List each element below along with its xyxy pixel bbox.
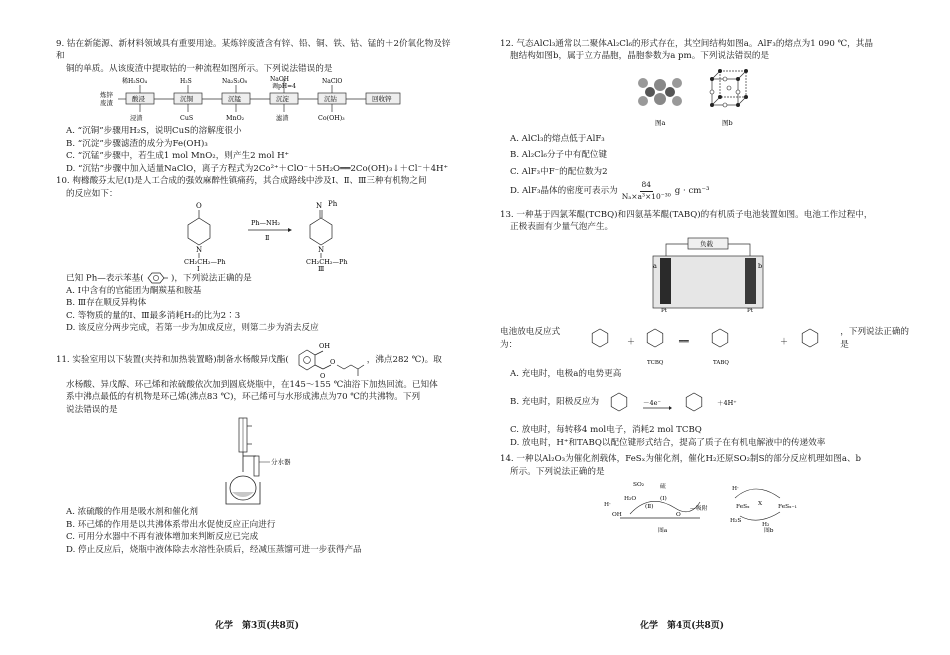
q11-option-b: B. 环己烯的作用是以共沸体系带出水促使反应正向进行 [66,519,276,530]
mechanism-svg [500,478,910,534]
q12-figures-svg [500,63,910,129]
svg-text:＋: ＋ [626,336,635,346]
flow-reagent-label: 稀H₂SO₄ [122,78,148,86]
svg-text:H·: H· [732,486,739,493]
svg-text:O: O [196,202,202,211]
page-footer-left: 化学 第3页(共8页) [215,621,300,631]
question-14 [500,453,910,534]
flow-extra: 调pH=4 [272,83,296,91]
density-fraction: 84 Nₐ×a³×10⁻³⁰ [621,180,671,202]
svg-text:Ph: Ph [328,200,338,209]
svg-text:H·: H· [604,502,611,509]
question-9 [56,38,456,175]
flow-residue-label: CuS [180,115,194,123]
water-separator [254,456,259,476]
flow-reagent-label: NaOH [270,76,289,84]
q9-option-d: D. “沉钴”步骤中加入适量NaClO，离子方程式为2Co²⁺＋ClO⁻＋5H₂O══2Co(OH)₃↓＋Cl⁻＋4H⁺ [66,163,449,174]
q12-option-d: D. AlF₃晶体的密度可表示为 84 Nₐ×a³×10⁻³⁰ g · cm⁻³ [510,180,710,202]
svg-text:O: O [676,512,681,519]
svg-text:(Ⅱ): (Ⅱ) [645,504,654,511]
label-iii: Ⅲ [318,265,325,273]
q12-option-b: B. Al₂Cl₆分子中有配位键 [510,150,608,161]
flow-residue-label: 浸渣 [130,115,143,123]
q11-option-a: A. 浓硫酸的作用是吸水剂和催化剂 [66,507,198,518]
svg-text:N: N [318,246,325,255]
q10-reaction-svg [56,200,456,272]
q13-stem-line2: 正极表面有少量气泡产生。 [510,222,614,233]
svg-text:负载: 负载 [700,239,713,248]
electrode-a [660,258,671,304]
q12-stem-line1: 12. 气态AlCl₃通常以二聚体Al₂Cl₆的形式存在，其空间结构如图a。AlF₃的熔点为1 090 ℃，其晶 [500,39,873,49]
q9-option-b: B. “沉淀”步骤滤渣的成分为Fe(OH)₃ [66,138,208,149]
svg-text:H₂: H₂ [762,522,770,529]
svg-text:b: b [758,261,763,270]
question-10 [56,175,456,335]
anode-product-ring [686,393,702,411]
svg-text:＋: ＋ [779,336,788,346]
tabq-reduced-ring [712,329,728,347]
tcbq-reduced-ring [802,329,818,347]
question-13 [500,209,910,449]
q10-stem-line1: 10. 枸橼酸芬太尼(Ⅰ)是人工合成的强效麻醉性镇痛药，其合成路线中涉及Ⅰ、Ⅱ、Ⅲ三种有机物之间 [56,176,427,187]
q12-stem-line2: 胞结构如图b，属于立方晶胞，晶胞参数为a pm。下列说法错误的是 [510,51,770,62]
q12-option-a: A. AlCl₃的熔点低于AlF₃ [510,133,605,144]
svg-text:══: ══ [678,336,689,346]
svg-text:－4e⁻: －4e⁻ [643,399,662,408]
q10-stem-line2: 的反应如下： [66,188,118,199]
electrode-b [745,258,756,304]
svg-text:Pt: Pt [747,307,753,312]
q13-cell-diagram [500,234,910,312]
flow-reagent-label: NaClO [322,78,343,86]
svg-text:a: a [653,261,657,270]
svg-text:O: O [319,371,326,379]
q10-known: 已知 Ph—表示苯基( )，下列说法正确的是 [66,273,252,284]
anode-reactant-ring [611,393,627,411]
question-11 [56,341,456,556]
anode-reaction-structures [599,380,749,424]
q11-stem-line4: 说法错误的是 [66,404,118,415]
svg-text:X: X [758,501,763,508]
q10-option-c: C. 等物质的量的Ⅰ、Ⅲ最多消耗H₂的比为2∶3 [66,310,241,321]
flow-start: 炼锌 [100,91,113,100]
q13-stem-line1: 13. 一种基于四氯苯醌(TCBQ)和四氨基苯醌(TABQ)的有机质子电池装置如图。电池工作过程中， [500,210,873,221]
fig14-b-label: 图b [764,528,774,535]
flow-step-label: 沉锰 [228,95,241,104]
q11-option-d: D. 停止反应后，烧瓶中液体除去水溶性杂质后，经减压蒸馏可进一步获得产品 [66,544,362,555]
molecule-iii-ring [310,218,332,245]
label-i: Ⅰ [197,265,200,273]
svg-text:OH: OH [318,341,330,350]
tabq-ring [592,329,608,347]
svg-text:CH₂CH₂—Ph: CH₂CH₂—Ph [306,258,348,267]
tcbq-ring [647,329,663,347]
flow-residue-label: 滤渣 [276,115,289,123]
q9-option-a: A. “沉铜”步骤用H₂S，说明CuS的溶解度很小 [66,126,242,137]
flow-step-label: 酸浸 [132,95,145,104]
svg-text:FeSₓ₋₁: FeSₓ₋₁ [778,504,797,511]
q10-reaction [56,200,456,272]
molecule-i-ring [188,218,210,245]
q13-option-a: A. 充电时，电极a的电势更高 [510,368,622,379]
svg-text:—吸附: —吸附 [690,506,708,513]
svg-text:＋4H⁺: ＋4H⁺ [717,399,737,408]
flow-step-label: 沉铜 [180,95,193,104]
svg-text:H₂S: H₂S [730,518,742,525]
svg-text:O: O [329,357,336,366]
svg-text:H₂O: H₂O [624,496,637,503]
svg-text:(Ⅰ): (Ⅰ) [660,496,667,503]
svg-text:N: N [196,246,203,255]
q12-figures [500,63,910,129]
q14-stem-line2: 所示。下列说法正确的是 [510,466,605,477]
q14-mechanism [500,478,910,534]
q13-option-d: D. 放电时，H⁺和TABQ以配位键形式结合，提高了质子在有机电解液中的传递效率 [510,437,826,448]
right-page [500,38,910,534]
svg-text:Pt: Pt [661,307,667,312]
reagent-ph-nh2: Ph—NH₂ [251,219,281,228]
separator-label: 分水器 [271,458,291,467]
q11-option-c: C. 可用分水器中不再有液体增加来判断反应已完成 [66,532,259,543]
flow-reagent-label: Na₂S₂O₈ [222,78,248,86]
fig14-a-label: 图a [658,528,668,535]
q13-option-c: C. 放电时，每转移4 mol电子，消耗2 mol TCBQ [510,425,702,436]
tcbq-label: TCBQ [646,359,664,366]
q11-stem-line3: 系中沸点最低的有机物是环己烯(沸点83 ℃)，环己烯可与水形成沸点为70 ℃的共沸物。下列 [66,392,421,403]
question-12 [500,38,910,203]
al2cl6-model [638,78,682,106]
q9-stem-line1: 9. 钴在新能源、新材料领域具有重要用途。某炼锌废渣含有锌、铅、铜、铁、钴、锰的＋2价氧化物及锌和 [56,39,451,62]
q9-option-c: C. “沉锰”步骤中，若生成1 mol MnO₂，则产生2 mol H⁺ [66,151,290,162]
q12-option-c: C. AlF₃中F⁻的配位数为2 [510,166,608,177]
discharge-structures [570,312,841,366]
q14-stem-line1: 14. 一种以Al₂O₃为催化剂载体，FeSₓ为催化剂，催化H₂还原SO₂制S的部分反应机理如图a、b [500,454,862,465]
label-ii: Ⅱ [265,234,270,243]
apparatus-svg [56,416,456,506]
cell-svg [500,234,910,312]
tabq-label: TABQ [712,359,729,366]
phenyl-icon [146,272,168,284]
fig-b-label: 图b [722,118,733,127]
svg-text:FeSₓ: FeSₓ [736,504,750,511]
q9-flow-svg [56,75,456,125]
flow-step-label: 沉钴 [324,95,337,104]
q10-option-a: A. Ⅰ中含有的官能团为酮羰基和胺基 [66,286,202,297]
flow-residue-label: Co(OH)₃ [318,115,345,123]
page-footer-right: 化学 第4页(共8页) [640,621,725,631]
flow-step-label: 沉淀 [276,95,289,104]
q11-stem-line2: 水杨酸、异戊醇、环己烯和浓硫酸依次加到圆底烧瓶中，在145～155 ℃油浴下加热回流。已知体 [66,379,438,390]
svg-text:废渣: 废渣 [100,99,113,108]
svg-text:硫: 硫 [660,484,666,491]
ester-structure [289,341,367,379]
flow-reagent-label: H₂S [180,78,192,86]
flow-residue-label: MnO₂ [226,115,245,123]
q9-stem-line2: 铜的单质。从该废渣中提取钴的一种流程如图所示。下列说法错误的是 [66,63,333,74]
svg-text:SO₂: SO₂ [633,482,645,489]
q10-option-b: B. Ⅲ存在顺反异构体 [66,298,147,309]
flow-step-label: 回收锌 [372,95,392,104]
fig-a-label: 图a [655,118,666,127]
q9-flowchart [56,75,456,125]
discharge-equation: 电池放电反应式为： ＋ ══ ＋ TCBQ TABQ ，下列说法正确的是 [500,312,910,366]
q10-option-d: D. 该反应分两步完成，若第一步为加成反应，则第二步为消去反应 [66,323,319,334]
q13-option-b: B. 充电时，阳极反应为 －4e⁻ ＋4H⁺ [500,380,910,424]
svg-text:N: N [316,202,323,211]
q11-apparatus [56,416,456,506]
q11-stem-line1: 11. 实验室用以下装置(夹持和加热装置略)制备水杨酸异戊酯( OH O O ，沸点282 ℃)。取 [56,341,442,379]
left-page [56,38,456,556]
svg-text:OH: OH [612,512,622,519]
svg-text:CH₂CH₂—Ph: CH₂CH₂—Ph [184,258,226,267]
